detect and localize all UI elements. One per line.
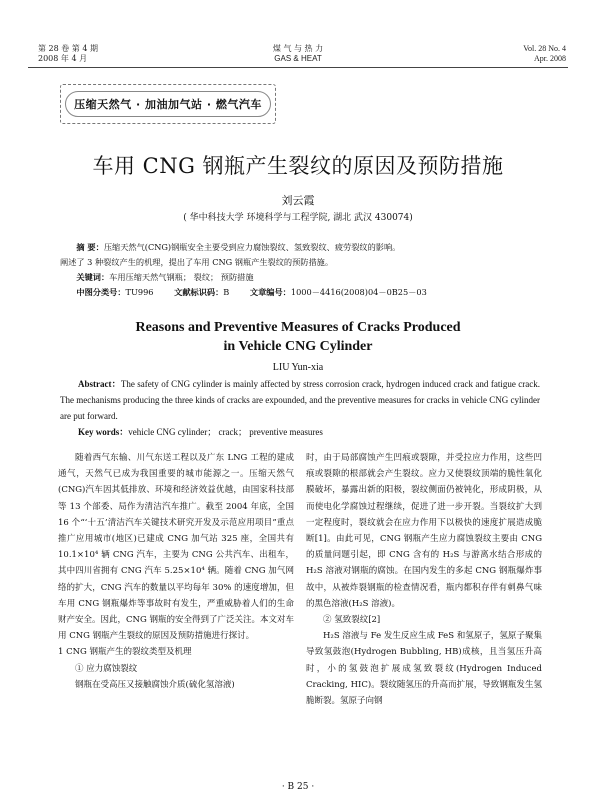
body-paragraph: 时，由于局部腐蚀产生凹痕或裂隙，并受拉应力作用，这些凹痕或裂隙的根部就会产生裂纹。应力又使裂纹顶端的脆性氧化膜破坏，暴露出新的阳极，裂纹侧面仍被钝化，形成阴极，从而使电化学腐蚀过程继续，促进了进一步开裂。当裂纹扩大到一定程度时，裂纹就会在应力作用下以极快的速度扩展造成脆断[1]。由此可见，CNG 钢瓶产生应力腐蚀裂纹主要由 CNG 的质量问题引起，即 CNG 含有的 H₂S 与游离水结合形成的 H₂S 溶液对钢瓶的腐蚀。在国内发生的多起 CNG 钢瓶爆炸事故中，从被炸裂钢瓶的检查情况看，瓶内都积存伴有刺鼻气味的黑色溶液(H₂S 溶液)。 [306, 453, 542, 609]
header-rule [28, 67, 568, 68]
section-heading: 1 CNG 钢瓶产生的裂纹类型及机理 [58, 647, 192, 658]
abstract-cn-label: 摘 要： [76, 242, 104, 252]
title-cn: 车用 CNG 钢瓶产生裂纹的原因及预防措施 [92, 154, 504, 178]
abstract-cn: 摘 要：压缩天然气(CNG)钢瓶安全主要受到应力腐蚀裂纹、氢致裂纹、疲劳裂纹的影响。 阐述了 3 种裂纹产生的机理，提出了车用 CNG 钢瓶产生裂纹的预防措施。 关键词：车用压缩天然气钢瓶； 裂纹； 预防措施 中图分类号：TU996 文献标识码：B 文章编号：1000－4416(2008)04－0B25－03 [60, 240, 540, 300]
subsection-heading: ① 应力腐蚀裂纹 [75, 663, 138, 674]
classification-line: 中图分类号：TU996 文献标识码：B 文章编号：1000－4416(2008)04－0B25－03 [76, 287, 427, 297]
section-banner-label: 压缩天然气 · 加油加气站 · 燃气汽车 [65, 91, 271, 117]
affiliation-cn: ( 华中科技大学 环境科学与工程学院, 湖北 武汉 430074) [183, 213, 413, 223]
title-en: Reasons and Preventive Measures of Cracks Produced in Vehicle CNG Cylinder [135, 320, 461, 354]
header-journal: 煤 气 与 热 力 GAS & HEAT [272, 44, 324, 63]
author-cn: 刘云霞 [281, 194, 315, 207]
body-paragraph: 钢瓶在受高压又接触腐蚀介质(硫化氢溶液) [75, 679, 235, 690]
section-banner [60, 84, 276, 124]
abstract-en: Abstract：The safety of CNG cylinder is mainly affected by stress corrosion crack, hydrogen induced crack and fatigue crack. The mechanisms producing the three kinds of cracks are expounded, and the preventive measures for cracks in vehicle CNG cylinder are put forward. Key words：vehicle CNG cylinder； crack； preventive measures [60, 376, 540, 440]
author-en: LIU Yun-xia [272, 362, 324, 373]
keywords-cn: 关键词：车用压缩天然气钢瓶； 裂纹； 预防措施 [76, 272, 254, 282]
body-left-column [58, 450, 294, 693]
body-paragraph: 随着西气东输、川气东送工程以及广东 LNG 工程的建成通气，天然气已成为我国重要的城市能源之一。压缩天然气(CNG)汽车因其低排放、环境和经济效益优越，由国家科技部等 13 个部委、局作为清洁汽车推广。截至 2004 年底，全国 16 个“‘十五’清洁汽车关键技术研究开发及示范应用项目”重点推广应用城市(地区)已建成 CNG 加气站 325 座，全国共有 10.1×10⁴ 辆 CNG 汽车，主要为 CNG 公共汽车、出租车，其中四川省拥有 CNG 汽车 5.25×10⁴ 辆。随着 CNG 加气网络的扩大，CNG 汽车的数量以平均每年 30% 的速度增加，但车用 CNG 钢瓶爆炸等事故时有发生，严重威胁着人们的生命财产安全。因此，CNG 钢瓶的安全得到了广泛关注。本文对车用 CNG 钢瓶产生裂纹的原因及预防措施进行探讨。 [58, 453, 294, 642]
body-paragraph: H₂S 溶液与 Fe 发生反应生成 FeS 和氢原子，氢原子聚集导致氢鼓泡(Hydrogen Bubbling, HB)成核，且当氢压升高时，小的氢鼓泡扩展成氢致裂纹(Hydrogen Induced Cracking, HIC)。裂纹随氢压的升高而扩展，导致钢瓶发生氢脆断裂。氢原子向钢 [306, 631, 542, 707]
subsection-heading: ② 氢致裂纹[2] [323, 615, 381, 626]
page-number: · B 25 · [281, 782, 315, 792]
body-right-column [306, 450, 542, 709]
keywords-en: Key words：vehicle CNG cylinder； crack； preventive measures [78, 427, 323, 437]
header-volume: 第 28 卷 第 4 期 2008 年 4 月 [38, 44, 98, 63]
header-issue: Vol. 28 No. 4 Apr. 2008 [523, 44, 566, 63]
